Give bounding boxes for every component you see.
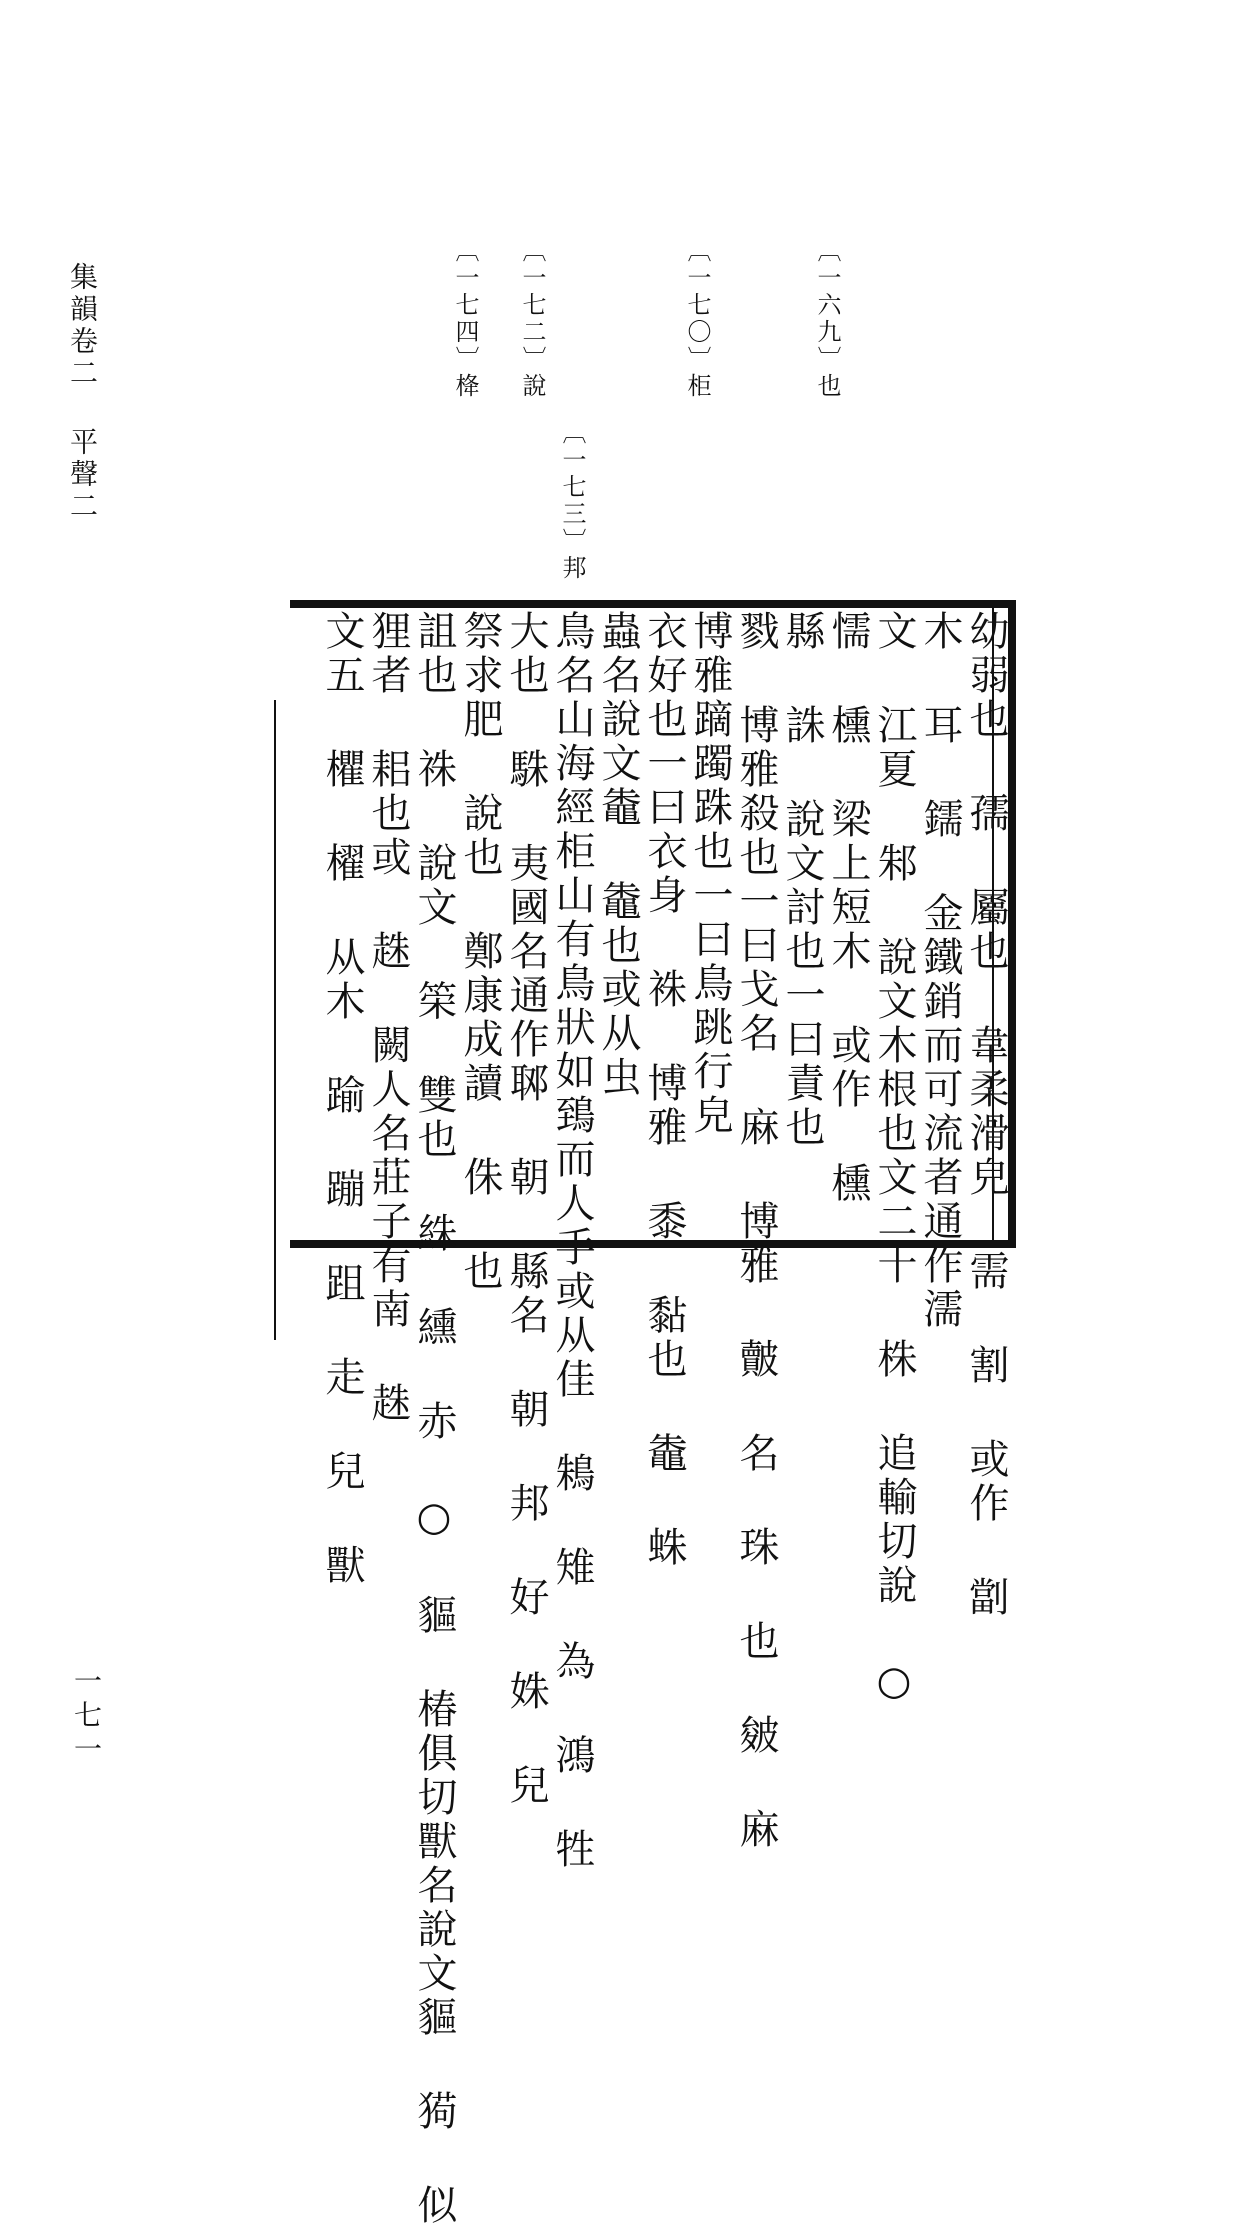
text-column: 博雅蹢躅跦也一曰鳥跳行皃 <box>687 610 733 1138</box>
text-column: 蟲名說文鼄 鼄也或从虫 <box>595 610 641 1100</box>
text-column: 懦 櫄 梁上短木 或作 櫄 <box>825 610 871 1206</box>
text-column: 文 江夏 邾 說文木根也文二十 株 追輸切說 ○ <box>871 610 917 1708</box>
margin-note: 〔一七〇〕柜 <box>683 238 711 400</box>
page-number: 一七一 <box>70 1666 103 1768</box>
margin-note: 〔一七三〕邦 <box>558 420 586 582</box>
text-column: 大也 駯 夷國名通作郰 朝 縣名 朝 邦 好 姝 兒 <box>503 610 549 1808</box>
running-head: 集韻卷二 平聲二 <box>66 262 99 523</box>
margin-note: 〔一六九〕也 <box>813 238 841 400</box>
text-column: 詛也 祩 說文 筞 雙也 絑 纁 赤 ○ 貙 椿俱切獸名說文貙 㺃 似 <box>411 610 457 2228</box>
text-column: 衣好也一曰衣身 袾 博雅 黍 黏也 鼄 蛛 <box>641 610 687 1570</box>
text-column: 木 耳 鑐 金鐵銷而可流者通作濡 <box>917 610 963 1332</box>
margin-note: 〔一七四〕栙 <box>451 238 479 400</box>
text-column: 祭求肥 說也 鄭康成讀 侏 也 <box>457 610 503 1294</box>
text-column: 縣 誅 說文討也一曰責也 <box>779 610 825 1150</box>
text-column: 狸者 耜也或 趎 闕人名莊子有南 趎 <box>365 610 411 1426</box>
text-column: 鳥名山海經柜山有鳥狀如鵄而人手或从佳 鴸 雉 為 鴻 牲 <box>549 610 595 1872</box>
margin-note: 〔一七二〕說 <box>518 238 546 400</box>
text-column: 文五 欋 櫂 从木 踰 蹦 跙 走 兒 獸 <box>319 610 365 1588</box>
text-column: 幼弱也 孺 屬也 韋柔滑皃 需 割 或作 劏 <box>963 610 1009 1620</box>
text-column: 戮 博雅殺也一曰戈名 麻 博雅 皾 名 珠 也 皴 麻 <box>733 610 779 1852</box>
